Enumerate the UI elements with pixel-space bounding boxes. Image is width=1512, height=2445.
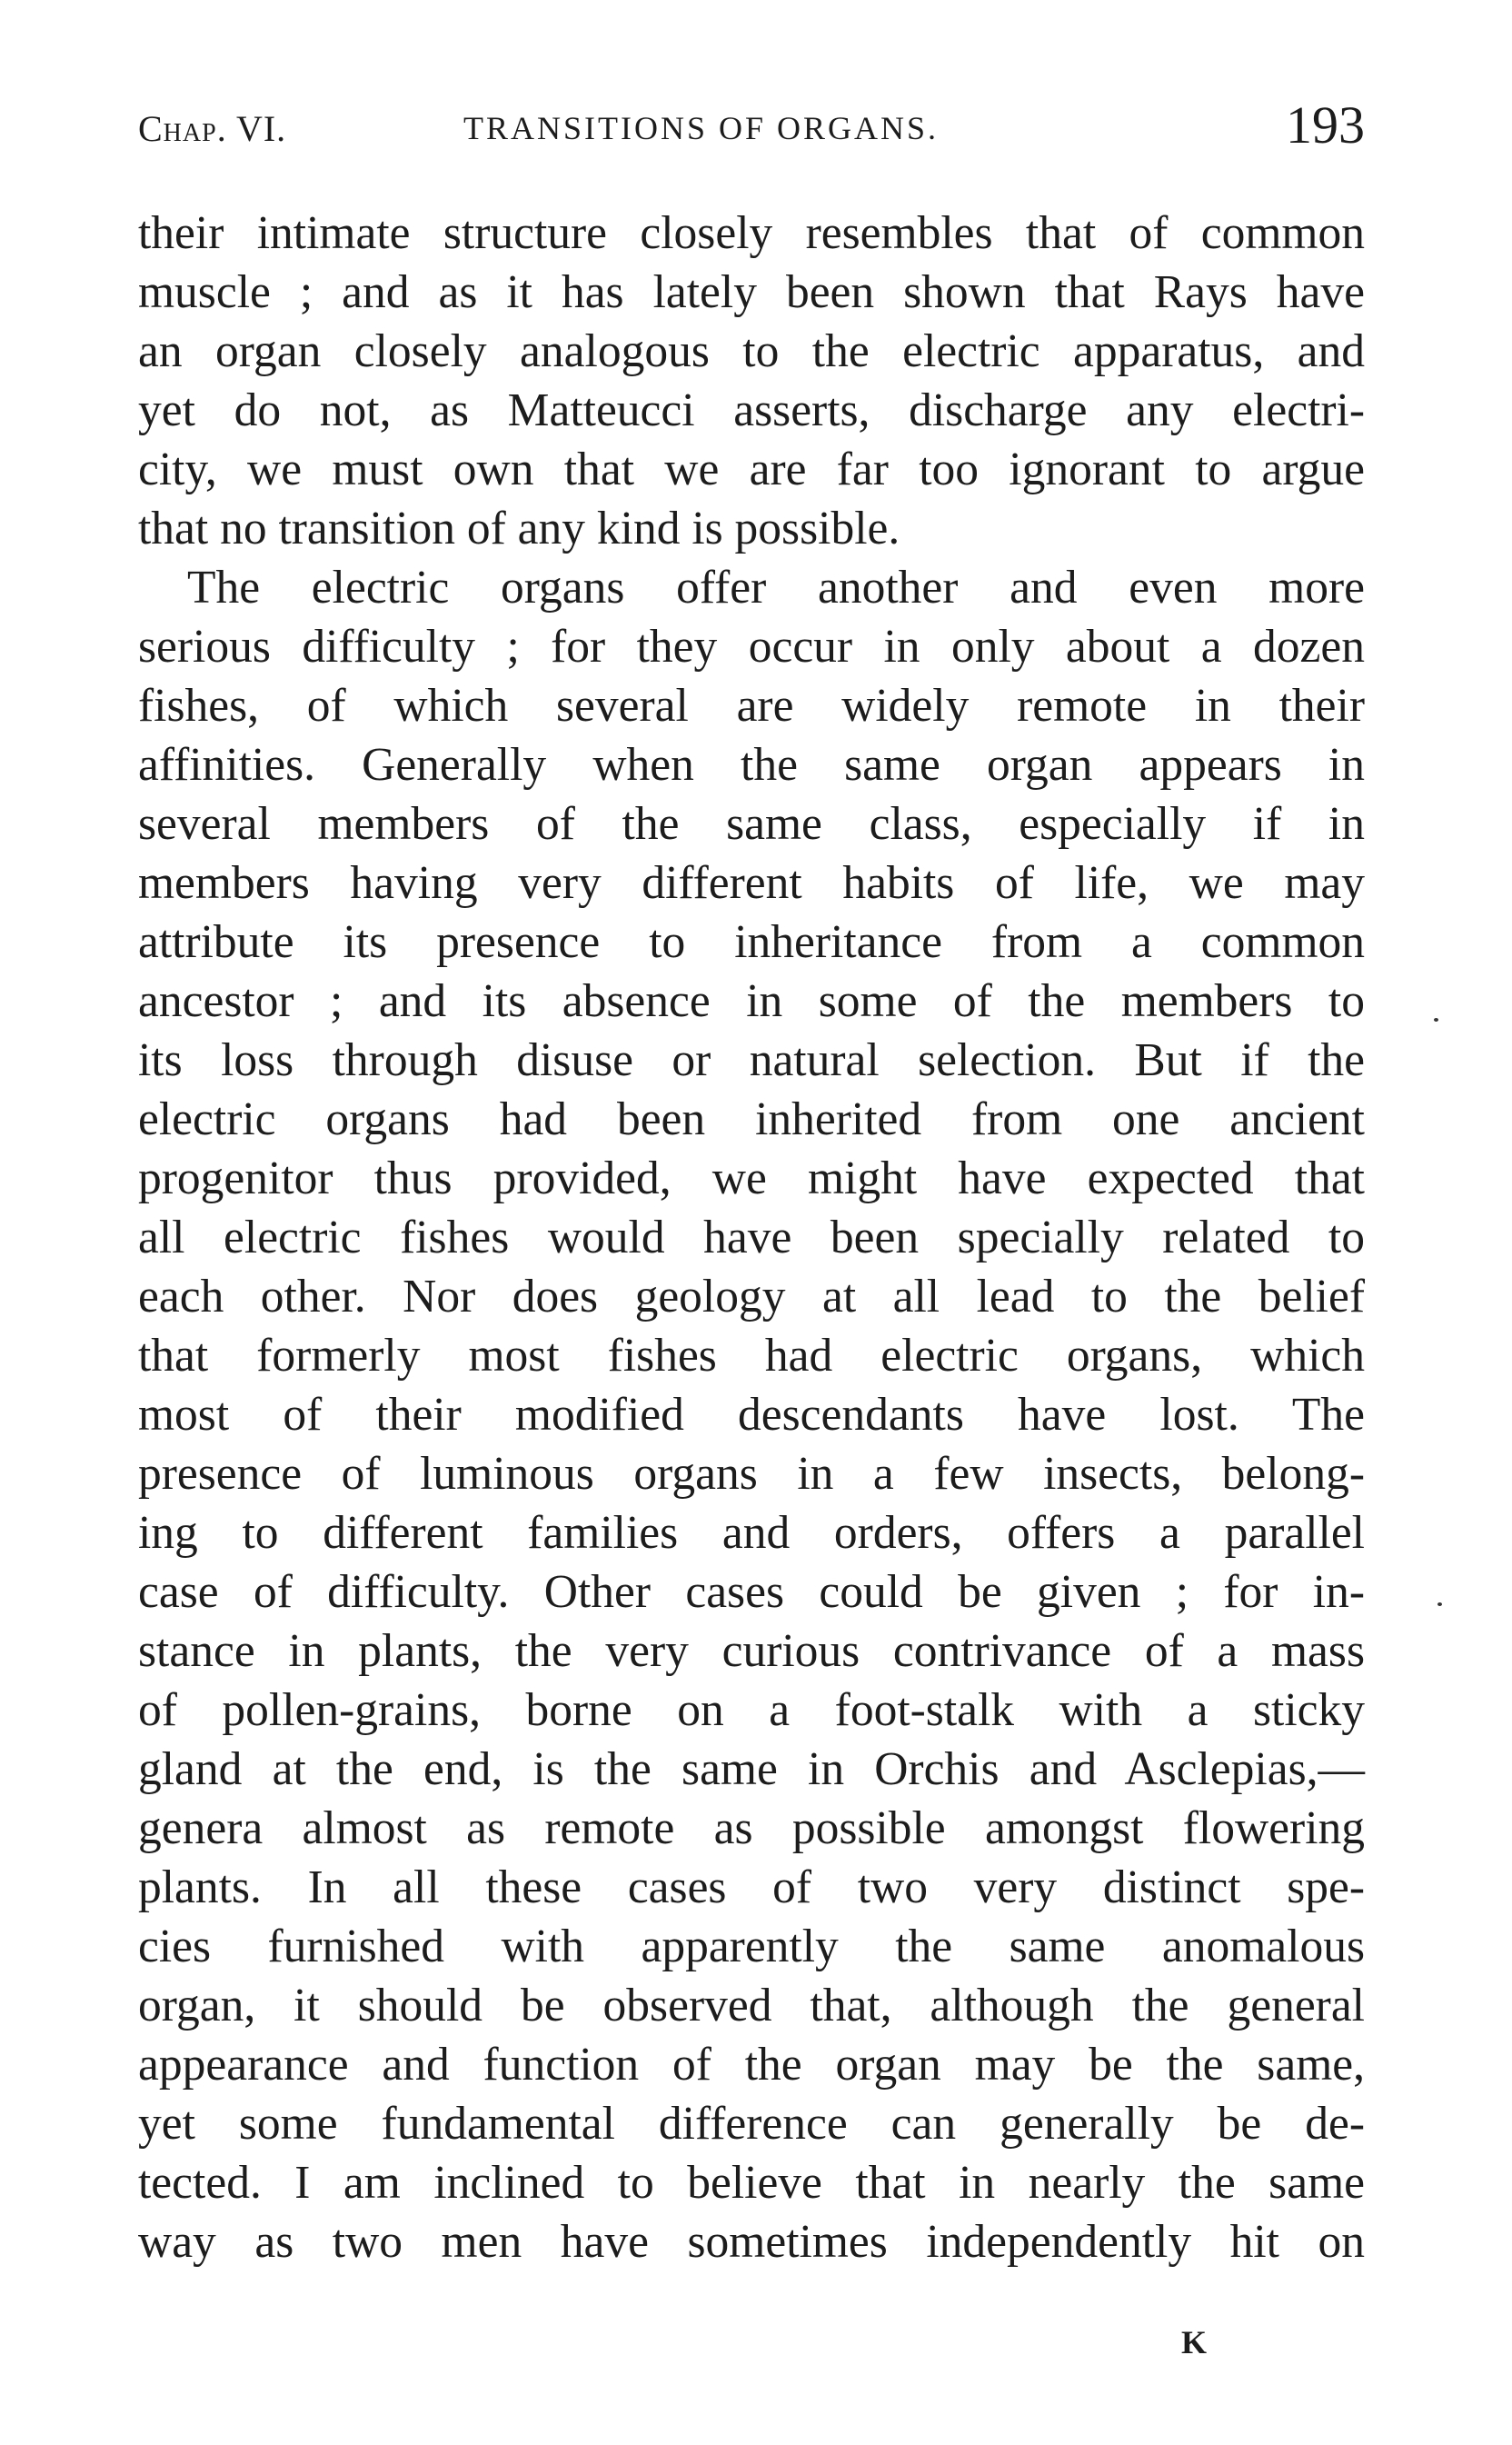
- text-line: most of their modified descendants have lost. The: [138, 1389, 1365, 1441]
- text-line: ing to different families and orders, offers a parallel: [138, 1507, 1365, 1559]
- text-line: case of difficulty. Other cases could be given ; for in-: [138, 1566, 1365, 1618]
- text-line: that formerly most fishes had electric organs, which: [138, 1330, 1365, 1382]
- running-head: [138, 95, 1365, 167]
- text-line: ancestor ; and its absence in some of the members to: [138, 975, 1365, 1027]
- text-line: affinities. Generally when the same organ appears in: [138, 739, 1365, 791]
- text-line: yet do not, as Matteucci asserts, discharge any electri-: [138, 384, 1365, 436]
- scan-speck: [1434, 1018, 1438, 1022]
- chapter-label: Chap. VI.: [138, 108, 287, 149]
- scan-speck: [1437, 1602, 1442, 1606]
- text-line: organ, it should be observed that, although the general: [138, 1980, 1365, 2031]
- paragraph-first-line: The electric organs offer another and even more: [187, 562, 1365, 614]
- text-line: appearance and function of the organ may be the same,: [138, 2039, 1365, 2091]
- text-line: genera almost as remote as possible amongst flowering: [138, 1802, 1365, 1854]
- text-line: their intimate structure closely resembles that of common: [138, 207, 1365, 259]
- text-line: electric organs had been inherited from one ancient: [138, 1093, 1365, 1145]
- text-line: members having very different habits of life, we may: [138, 857, 1365, 909]
- text-line: serious difficulty ; for they occur in only about a dozen: [138, 621, 1365, 673]
- text-line: attribute its presence to inheritance from a common: [138, 916, 1365, 968]
- text-line: plants. In all these cases of two very distinct spe-: [138, 1861, 1365, 1913]
- page-number: 193: [1286, 95, 1365, 155]
- body-text: [138, 204, 1365, 2271]
- text-line: gland at the end, is the same in Orchis and Asclepias,—: [138, 1743, 1365, 1795]
- text-line: that no transition of any kind is possible.: [138, 503, 900, 554]
- text-line: yet some fundamental difference can generally be de-: [138, 2098, 1365, 2150]
- text-line: several members of the same class, especially if in: [138, 798, 1365, 850]
- text-line: its loss through disuse or natural selection. But if the: [138, 1034, 1365, 1086]
- text-line: stance in plants, the very curious contrivance of a mass: [138, 1625, 1365, 1677]
- signature-mark: K: [1181, 2324, 1209, 2360]
- text-line: an organ closely analogous to the electric apparatus, and: [138, 325, 1365, 377]
- running-title: TRANSITIONS OF ORGANS.: [463, 110, 940, 146]
- text-line: progenitor thus provided, we might have expected that: [138, 1153, 1365, 1204]
- text-line: each other. Nor does geology at all lead to the belief: [138, 1271, 1365, 1322]
- text-line: muscle ; and as it has lately been shown that Rays have: [138, 266, 1365, 318]
- text-line: cies furnished with apparently the same anomalous: [138, 1921, 1365, 1972]
- text-line: fishes, of which several are widely remote in their: [138, 680, 1365, 732]
- text-line: tected. I am inclined to believe that in nearly the same: [138, 2157, 1365, 2209]
- text-line: of pollen-grains, borne on a foot-stalk with a sticky: [138, 1684, 1365, 1736]
- text-line: city, we must own that we are far too ignorant to argue: [138, 444, 1365, 495]
- text-line: presence of luminous organs in a few insects, belong-: [138, 1448, 1365, 1500]
- text-line: way as two men have sometimes independently hit on: [138, 2216, 1365, 2268]
- text-line: all electric fishes would have been specially related to: [138, 1212, 1365, 1263]
